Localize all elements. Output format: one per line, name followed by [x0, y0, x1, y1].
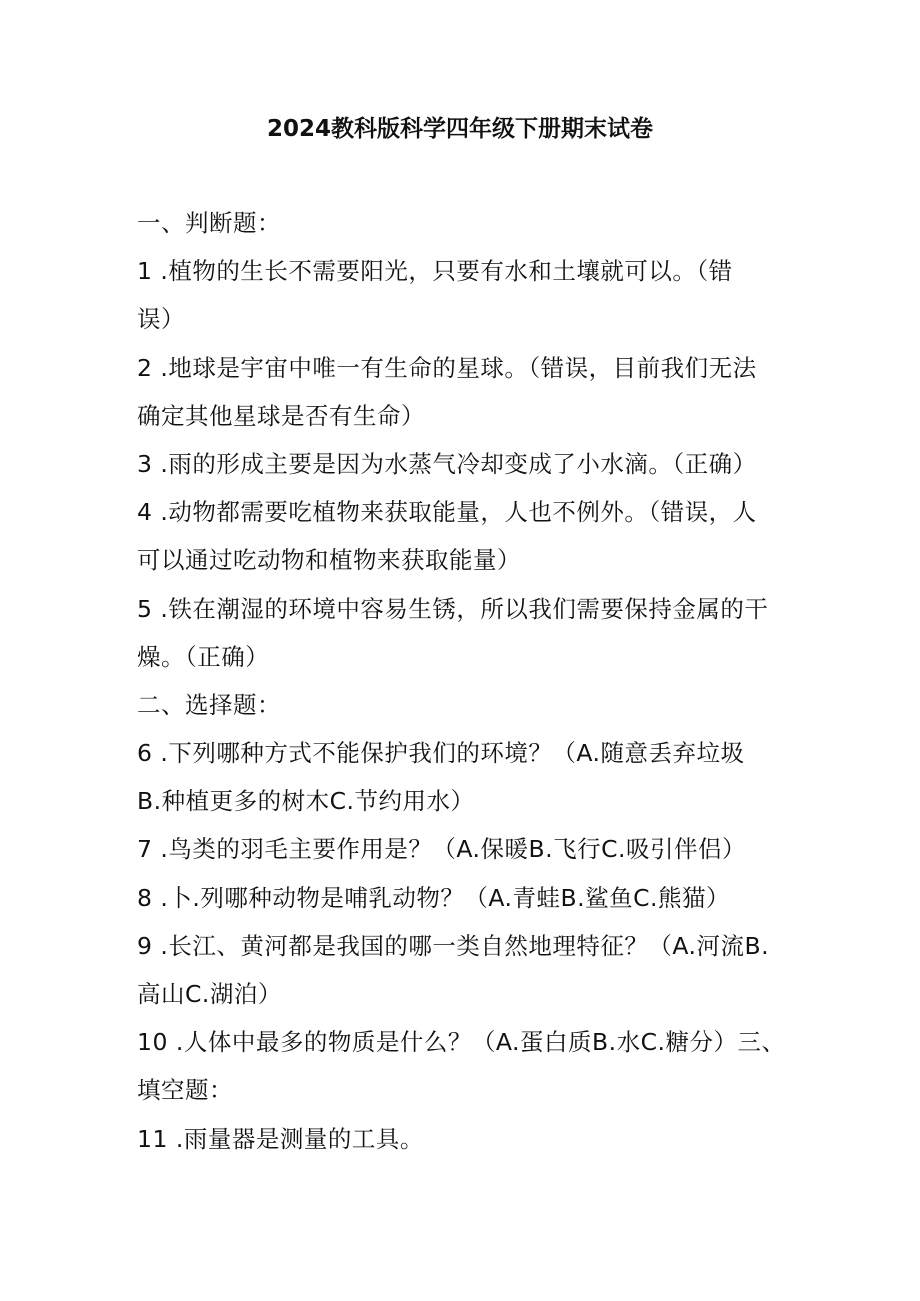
question-line: 高山C.湖泊）: [137, 980, 282, 1008]
question-line: 4 .动物都需要吃植物来获取能量，人也不例外。（错误，人: [137, 498, 757, 527]
question-line: 误）: [137, 305, 185, 334]
document-body: [137, 199, 797, 1163]
question-line: 6 .下列哪种方式不能保护我们的环境？（A.随意丢弃垃圾: [137, 739, 745, 768]
question-line: 8 .卜.列哪种动物是哺乳动物？（A.青蛙B.鲨鱼C.熊猫）: [137, 883, 730, 912]
question-line: 燥。（正确）: [137, 642, 270, 671]
question-line: 9 .长江、黄河都是我国的哪一类自然地理特征？（A.河流B.: [137, 931, 770, 960]
question-line: 1 .植物的生长不需要阳光，只要有水和土壤就可以。（错: [137, 257, 733, 286]
question-line: 7 .鸟类的羽毛主要作用是？（A.保暖B.飞行C.吸引伴侣）: [137, 835, 746, 864]
section-heading-fill-in: 填空题：: [137, 1076, 233, 1105]
question-line: 3 .雨的形成主要是因为水蒸气冷却变成了小水滴。（正确）: [137, 449, 757, 478]
question-line: 2 .地球是宇宙中唯一有生命的星球。（错误，目前我们无法: [137, 353, 757, 382]
section-heading-choice: 二、选择题：: [137, 690, 281, 719]
question-line: 11 .雨量器是测量的工具。: [137, 1124, 424, 1153]
question-line: 10 .人体中最多的物质是什么？（A.蛋白质B.水C.糖分）三、: [137, 1028, 786, 1057]
page-title: 2024教科版科学四年级下册期末试卷: [266, 116, 653, 142]
section-heading-judgement: 一、判断题：: [137, 209, 281, 237]
question-line: 可以通过吃动物和植物来获取能量）: [137, 546, 521, 575]
question-line: B.种植更多的树木C.节约用水）: [137, 787, 475, 816]
question-line: 确定其他星球是否有生命）: [137, 401, 425, 430]
question-line: 5 .铁在潮湿的环境中容易生锈，所以我们需要保持金属的干: [137, 594, 769, 623]
